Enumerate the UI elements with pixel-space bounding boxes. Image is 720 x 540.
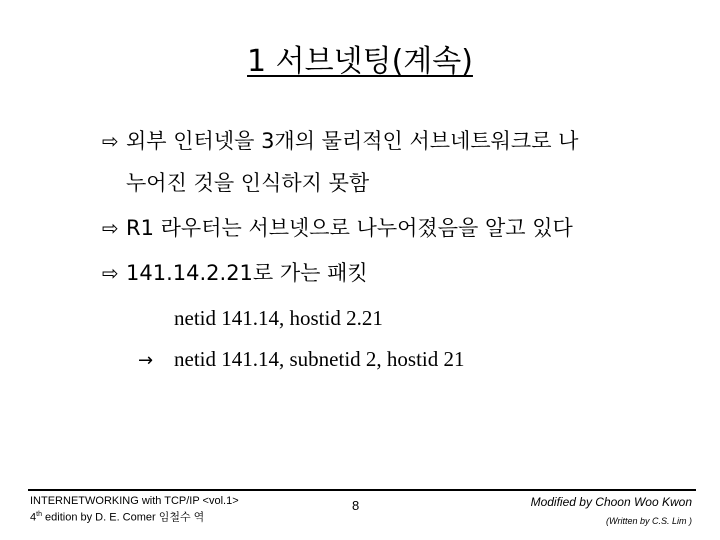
page-number: 8 — [352, 498, 360, 513]
footer-book-title: INTERNETWORKING with TCP/IP <vol.1> — [30, 495, 239, 507]
footer-modified-by: Modified by Choon Woo Kwon — [530, 495, 692, 509]
footer-author-credit — [531, 494, 692, 528]
footer-written-by: (Written by C.S. Lim ) — [605, 516, 692, 526]
footer-divider — [28, 489, 696, 491]
bullet-item-3 — [102, 260, 368, 286]
sub-line-netid-hostid — [174, 305, 383, 331]
footer-book-credit — [30, 494, 239, 525]
arrow-bullet-icon: ⇨ — [102, 216, 119, 240]
bullet-text: 누어진 것을 인식하지 못함 — [126, 171, 370, 195]
edition-suffix: th — [36, 511, 42, 518]
edition-number: 4 — [30, 511, 37, 524]
slide-title — [0, 40, 720, 84]
sub-line-text: netid 141.14, subnetid 2, hostid 21 — [174, 347, 465, 371]
edition-rest: edition by D. E. Comer 임철수 역 — [41, 511, 205, 524]
bullet-item-2 — [102, 215, 573, 241]
sub-line-text: netid 141.14, hostid 2.21 — [174, 306, 383, 330]
footer-edition — [30, 508, 239, 525]
bullet-item-1-continuation — [126, 170, 369, 196]
bullet-text: 외부 인터넷을 3개의 물리적인 서브네트워크로 나 — [126, 129, 579, 153]
bullet-text: R1 라우터는 서브넷으로 나누어졌음을 알고 있다 — [126, 216, 573, 240]
bullet-item-1 — [102, 128, 578, 154]
right-arrow-icon: → — [138, 350, 154, 371]
arrow-bullet-icon: ⇨ — [102, 261, 119, 285]
sub-line-subnet — [138, 346, 465, 374]
arrow-bullet-icon: ⇨ — [102, 129, 119, 153]
bullet-text: 141.14.2.21로 가는 패킷 — [126, 261, 368, 285]
slide-title-text: 1 서브넷팅(계속) — [247, 44, 473, 79]
